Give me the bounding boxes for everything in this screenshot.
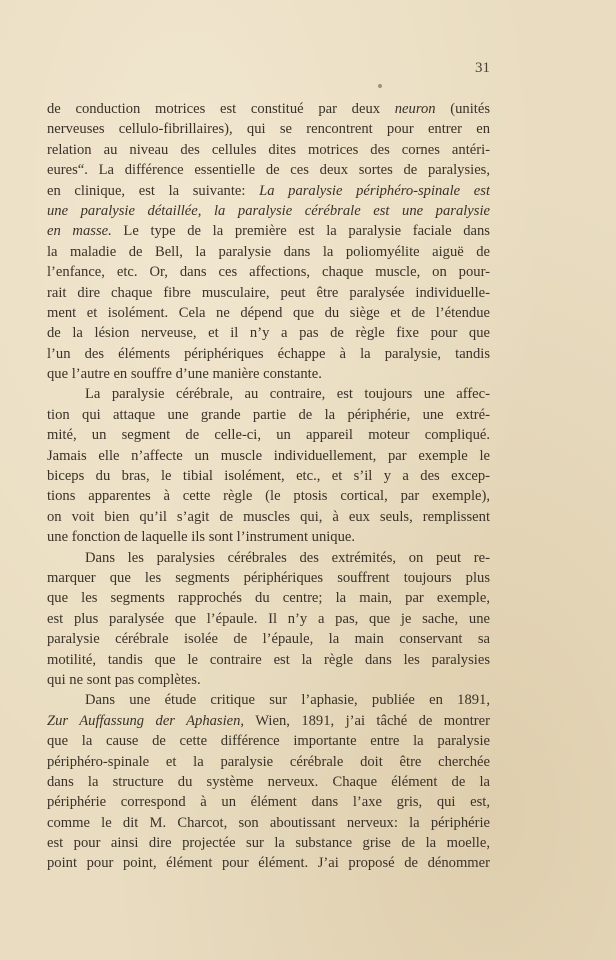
text-segment: tions apparentes à cette règle (le ptosis cortical, par exemple), [47, 488, 490, 505]
page-number: 31 [475, 60, 490, 76]
text-segment: périphérie correspond à un élément dans l’axe gris, qui est, [47, 794, 490, 811]
text-segment: une fonction de laquelle ils sont l’instrument unique. [47, 529, 356, 546]
text-segment: Dans une étude critique sur l’aphasie, publiée en 1891, [85, 692, 490, 709]
text-line [47, 466, 490, 486]
text-line [47, 629, 490, 649]
text-segment: l’enfance, etc. Or, dans ces affections, chaque muscle, on pour- [47, 264, 490, 281]
italic-text: La paralysie périphéro-spinale est [259, 182, 490, 199]
text-segment: comme le dit M. Charcot, son aboutissant nerveux: la périphérie [47, 814, 490, 831]
text-line [47, 119, 490, 139]
text-line [47, 303, 490, 323]
text-line [47, 160, 490, 180]
text-segment: est plus paralysée que l’épaule. Il n’y a pas, que je sache, une [47, 610, 490, 627]
text-segment: Dans les paralysies cérébrales des extrémités, on peut re- [85, 549, 490, 566]
text-segment: est pour ainsi dire projectée sur la substance grise de la moelle, [47, 835, 490, 852]
text-segment: en clinique, est la suivante: [47, 182, 260, 199]
text-line [47, 731, 490, 751]
text-line [47, 242, 490, 262]
text-segment: que la cause de cette différence importante entre la paralysie [47, 733, 490, 750]
text-segment: motilité, tandis que le contraire est la règle dans les paralysies [47, 651, 490, 668]
text-line [47, 833, 490, 853]
text-line [47, 283, 490, 303]
text-segment: paralysie cérébrale isolée de l’épaule, la main conservant sa [47, 631, 490, 648]
text-segment: mité, un segment de celle-ci, un appareil moteur compliqué. [47, 427, 490, 444]
text-line [47, 507, 490, 527]
text-line [47, 181, 490, 201]
italic-text: Zur Auffassung der Aphasien, [47, 712, 245, 729]
text-line [47, 670, 490, 690]
text-line [47, 690, 490, 710]
text-segment: de la lésion nerveuse, et il n’y a pas de règle fixe pour que [47, 325, 490, 342]
text-segment: de conduction motrices est constitué par deux [47, 101, 395, 117]
text-segment: que l’autre en souffre d’une manière constante. [47, 366, 322, 383]
text-line [47, 772, 490, 792]
text-line [47, 568, 490, 588]
text-segment: que les segments rapprochés du centre; la main, par exemple, [47, 590, 490, 607]
text-segment: on voit bien qu’il s’agit de muscles qui, à eux seuls, remplissent [47, 508, 490, 525]
text-line [47, 813, 490, 833]
text-line [47, 446, 490, 466]
text-segment: tion qui attaque une grande partie de la périphérie, une extré- [47, 406, 490, 423]
text-segment: l’un des éléments périphériques échappe à la paralysie, tandis [47, 345, 490, 362]
text-segment: dans la structure du système nerveux. Chaque élément de la [47, 773, 490, 790]
text-segment: Wien, 1891, j’ai tâché de montrer [244, 712, 490, 729]
text-segment: relation au niveau des cellules dites motrices des cornes antéri- [47, 141, 490, 158]
text-segment: périphéro-spinale et la paralysie cérébrale doit être cherchée [47, 753, 490, 770]
text-segment: La paralysie cérébrale, au contraire, est toujours une affec- [85, 386, 490, 403]
text-segment: Jamais elle n’affecte un muscle individuellement, par exemple le [47, 447, 490, 464]
text-segment: rait dire chaque fibre musculaire, peut être paralysée individuelle- [47, 284, 490, 301]
text-line [47, 384, 490, 404]
text-line [47, 548, 490, 568]
text-line [47, 344, 490, 364]
text-segment: eures“. La différence essentielle de ces deux sortes de paralysies, [47, 162, 490, 179]
body-text [47, 99, 490, 874]
italic-text: neuron [394, 101, 436, 117]
text-segment: marquer que les segments périphériques souffrent toujours plus [47, 569, 490, 586]
text-line [47, 752, 490, 772]
text-line [47, 588, 490, 608]
text-segment: (unités [435, 101, 490, 117]
text-line [47, 99, 490, 119]
text-line [47, 262, 490, 282]
text-segment: point pour point, élément pour élément. J’ai proposé de dénommer [47, 855, 490, 872]
text-segment: nerveuses cellulo-fibrillaires), qui se rencontrent pour entrer en [47, 121, 490, 138]
text-line [47, 486, 490, 506]
text-line [47, 609, 490, 629]
ink-speck [378, 84, 382, 88]
text-line [47, 405, 490, 425]
text-segment: ment et isolément. Cela ne dépend que du siège et de l’étendue [47, 304, 490, 321]
italic-text: une paralysie détaillée, la paralysie cérébrale est une paralysie [47, 202, 490, 219]
text-line [47, 853, 490, 873]
text-segment: la maladie de Bell, la paralysie dans la poliomyélite aiguë de [47, 243, 490, 260]
text-line [47, 425, 490, 445]
text-segment: Le type de la première est la paralysie faciale dans [111, 223, 490, 240]
text-line [47, 792, 490, 812]
text-segment: qui ne sont pas complètes. [47, 671, 201, 688]
text-line [47, 221, 490, 241]
text-segment: biceps du bras, le tibial isolément, etc., et s’il y a des excep- [47, 468, 490, 485]
text-line [47, 711, 490, 731]
italic-text: en masse. [47, 223, 112, 240]
text-line [47, 140, 490, 160]
text-line [47, 323, 490, 343]
text-line [47, 650, 490, 670]
text-line [47, 201, 490, 221]
text-line [47, 527, 490, 547]
text-line [47, 364, 490, 384]
